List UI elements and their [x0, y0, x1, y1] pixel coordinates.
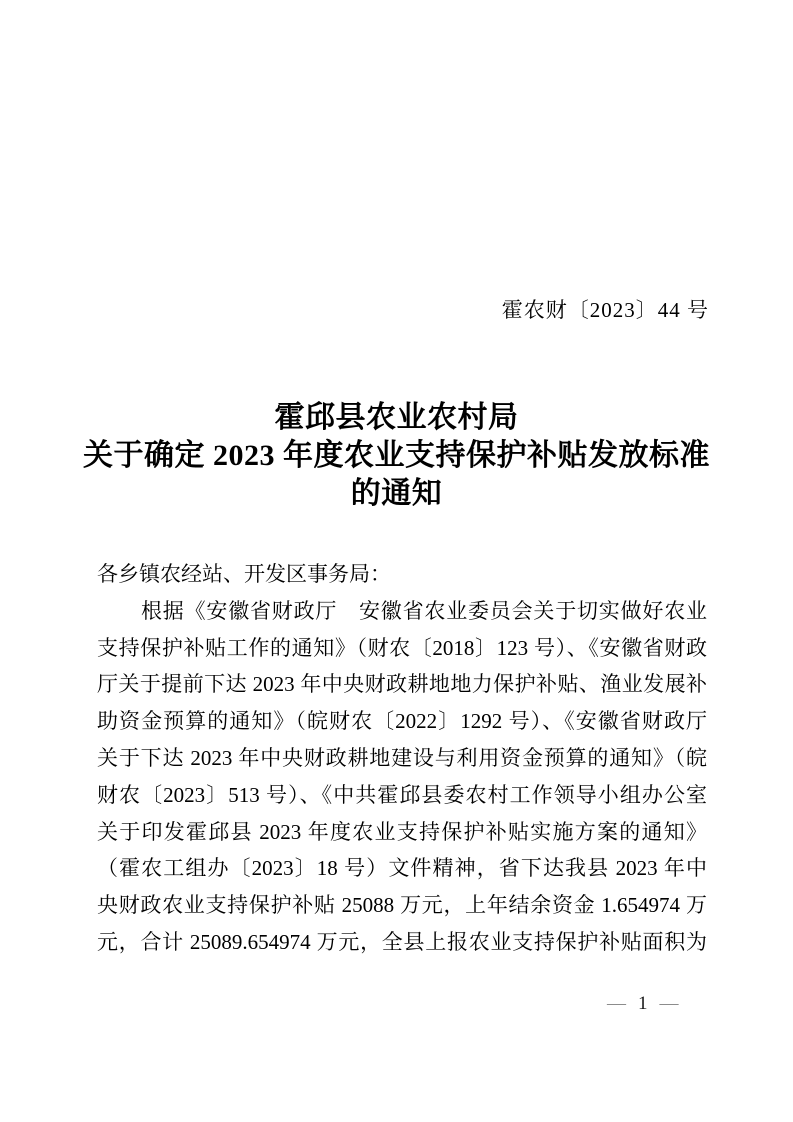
title-line-org: 霍邱县农业农村局: [274, 401, 519, 434]
body-line: 根据《安徽省财政厅 安徽省农业委员会关于切实做好农业: [141, 598, 707, 623]
document-number: 霍农财〔2023〕44 号: [501, 298, 709, 322]
footer-dash-right: —: [659, 993, 679, 1014]
page-footer: [607, 993, 679, 1015]
salutation: 各乡镇农经站、开发区事务局：: [97, 562, 391, 586]
page-number: 1: [638, 993, 648, 1014]
title-line-notice: 的通知: [350, 477, 443, 510]
body-line: 元，合计 25089.654974 万元，全县上报农业支持保护补贴面积为: [97, 929, 707, 954]
document-body: [97, 556, 707, 961]
body-line: 厅关于提前下达 2023 年中央财政耕地地力保护补贴、渔业发展补: [97, 672, 707, 697]
body-line: 财农〔2023〕513 号）、《中共霍邱县委农村工作领导小组办公室: [97, 782, 707, 807]
body-line: 支持保护补贴工作的通知》（财农〔2018〕123 号）、《安徽省财政: [97, 635, 707, 660]
document-title: [40, 399, 753, 513]
title-line-subject: 关于确定 2023 年度农业支持保护补贴发放标准: [83, 439, 710, 472]
body-line: （霍农工组办〔2023〕18 号）文件精神，省下达我县 2023 年中: [97, 856, 707, 881]
body-line: 央财政农业支持保护补贴 25088 万元，上年结余资金 1.654974 万: [97, 893, 707, 918]
body-line: 关于下达 2023 年中央财政耕地建设与利用资金预算的通知》（皖: [97, 745, 707, 770]
footer-dash-left: —: [607, 993, 626, 1014]
body-line: 助资金预算的通知》（皖财农〔2022〕1292 号）、《安徽省财政厅: [97, 709, 707, 734]
body-line: 关于印发霍邱县 2023 年度农业支持保护补贴实施方案的通知》: [97, 819, 707, 844]
